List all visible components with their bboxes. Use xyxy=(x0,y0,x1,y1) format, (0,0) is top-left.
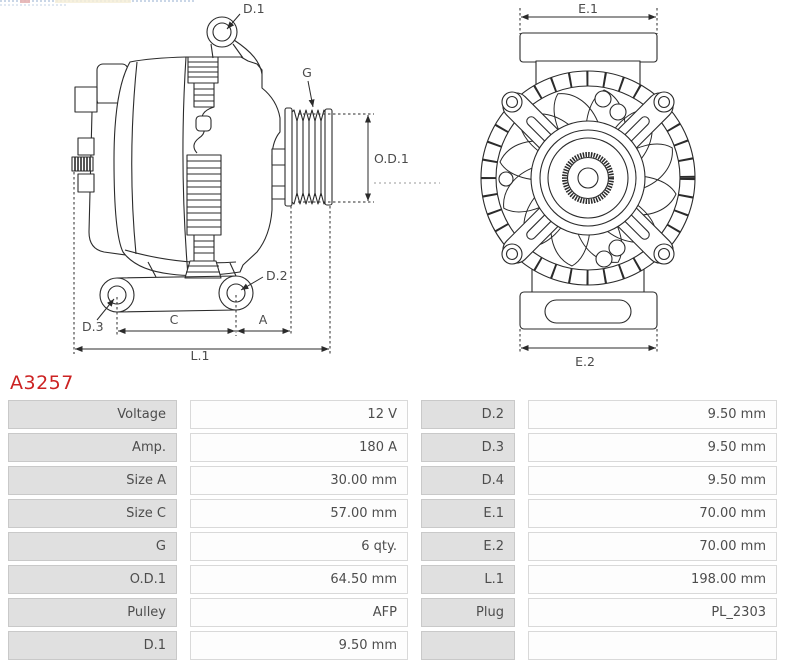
spec-value-empty xyxy=(528,631,777,660)
spec-value-e2: 70.00 mm xyxy=(528,532,777,561)
spec-value-voltage: 12 V xyxy=(190,400,408,429)
spec-value-amp: 180 A xyxy=(190,433,408,462)
spec-label-e1: E.1 xyxy=(421,499,515,528)
spec-value-e1: 70.00 mm xyxy=(528,499,777,528)
spec-label-voltage: Voltage xyxy=(8,400,177,429)
spec-label-d4: D.4 xyxy=(421,466,515,495)
spec-value-plug: PL_2303 xyxy=(528,598,777,627)
dim-label-e1: E.1 xyxy=(578,1,598,16)
spec-label-size-a: Size A xyxy=(8,466,177,495)
dim-label-a: A xyxy=(258,312,268,327)
spec-label-plug: Plug xyxy=(421,598,515,627)
spec-label-pulley: Pulley xyxy=(8,598,177,627)
spec-value-d1: 9.50 mm xyxy=(190,631,408,660)
spec-label-d1: D.1 xyxy=(8,631,177,660)
spec-value-pulley: AFP xyxy=(190,598,408,627)
spec-table xyxy=(8,400,786,660)
spec-label-l1: L.1 xyxy=(421,565,515,594)
spec-label-amp: Amp. xyxy=(8,433,177,462)
dim-label-d2: D.2 xyxy=(266,268,288,283)
alternator-front-view-drawing xyxy=(481,33,695,329)
spec-value-od1: 64.50 mm xyxy=(190,565,408,594)
spec-label-d2: D.2 xyxy=(421,400,515,429)
spec-value-d4: 9.50 mm xyxy=(528,466,777,495)
part-number: A3257 xyxy=(10,372,74,394)
dim-label-l1: L.1 xyxy=(190,348,210,363)
spec-label-e2: E.2 xyxy=(421,532,515,561)
spec-value-g: 6 qty. xyxy=(190,532,408,561)
spec-label-od1: O.D.1 xyxy=(8,565,177,594)
spec-value-d3: 9.50 mm xyxy=(528,433,777,462)
spec-value-size-a: 30.00 mm xyxy=(190,466,408,495)
alternator-side-view-drawing xyxy=(72,17,332,312)
dim-label-d1: D.1 xyxy=(243,1,265,16)
spec-label-g: G xyxy=(8,532,177,561)
dim-label-g: G xyxy=(302,65,312,80)
spec-label-d3: D.3 xyxy=(421,433,515,462)
dim-label-e2: E.2 xyxy=(575,354,595,369)
dim-label-c: C xyxy=(169,312,179,327)
dim-label-od1: O.D.1 xyxy=(374,151,409,166)
spec-value-d2: 9.50 mm xyxy=(528,400,777,429)
spec-value-size-c: 57.00 mm xyxy=(190,499,408,528)
spec-label-empty xyxy=(421,631,515,660)
spec-label-size-c: Size C xyxy=(8,499,177,528)
spec-value-l1: 198.00 mm xyxy=(528,565,777,594)
dim-label-d3: D.3 xyxy=(82,319,104,334)
